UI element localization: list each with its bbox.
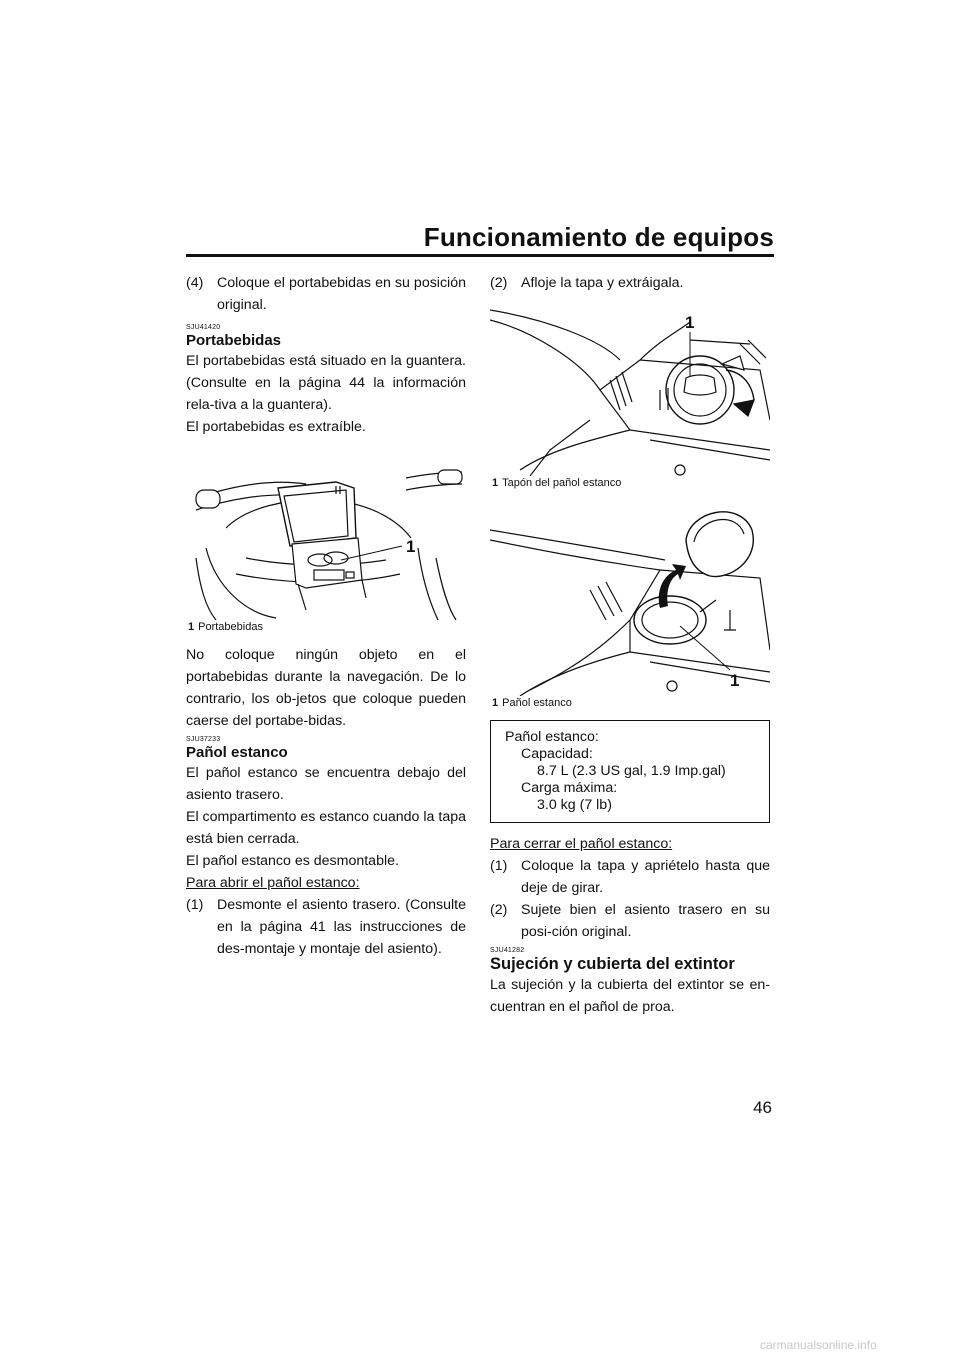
left-column	[186, 272, 466, 960]
cap-removal-illustration	[490, 300, 770, 476]
paragraph: El compartimento es estanco cuando la tapa está bien cerrada.	[186, 809, 466, 847]
caption-number: 1	[492, 697, 499, 709]
spec-capacity-label: Capacidad:	[521, 746, 593, 762]
page-number: 46	[753, 1098, 772, 1117]
section-code: SJU37233	[186, 736, 221, 743]
step-text: Desmonte el asiento trasero. (Consulte en la página 41 las instrucciones de des-montaje y montaje del asiento).	[217, 897, 466, 957]
paragraph: El pañol estanco es desmontable.	[186, 853, 399, 869]
spec-max-load-label: Carga máxima:	[521, 780, 618, 796]
open-step-2	[490, 272, 770, 294]
paragraph: La sujeción y la cubierta del extintor se en-cuentran en el pañol de proa.	[490, 977, 770, 1015]
specification-box	[490, 720, 770, 823]
caption-number: 1	[188, 621, 195, 633]
step-text: Coloque el portabebidas en su posición original.	[217, 275, 466, 313]
paragraph: El portabebidas está situado en la guantera. (Consulte en la página 44 la información rela-tiva a la guantera).	[186, 353, 466, 413]
close-step-2	[490, 899, 770, 943]
subheading-close: Para cerrar el pañol estanco:	[490, 836, 673, 852]
figure-cup-holder	[186, 448, 466, 634]
step-text: Afloje la tapa y extráigala.	[521, 275, 684, 291]
spec-title: Pañol estanco:	[505, 729, 599, 745]
figure-compartment	[490, 500, 770, 710]
watermark: carmanualsonline.info	[760, 1338, 877, 1352]
caption-text: Portabebidas	[198, 621, 263, 633]
section-code: SJU41420	[186, 324, 221, 331]
figure-caption	[186, 620, 466, 634]
section-heading-extintor: Sujeción y cubierta del extintor	[490, 955, 735, 973]
right-column	[490, 272, 770, 1018]
step-text: Sujete bien el asiento trasero en su posi-ción original.	[521, 902, 770, 940]
caption-number: 1	[492, 477, 499, 489]
figure-caption	[490, 696, 770, 710]
compartment-illustration	[490, 500, 770, 696]
subheading-open: Para abrir el pañol estanco:	[186, 875, 360, 891]
title-rule	[186, 254, 774, 257]
close-step-1	[490, 855, 770, 899]
section-code: SJU41282	[490, 947, 525, 954]
spec-capacity-value: 8.7 L (2.3 US gal, 1.9 Imp.gal)	[537, 763, 726, 779]
open-step-1	[186, 894, 466, 960]
page-title: Funcionamiento de equipos	[423, 222, 774, 252]
step-number: (4)	[186, 275, 204, 291]
step-number: (2)	[490, 275, 508, 291]
paragraph: No coloque ningún objeto en el portabebidas durante la navegación. De lo contrario, los ob-jetos que coloque pueden caerse del portabe-bidas.	[186, 647, 466, 729]
figure-callout: 1	[685, 313, 695, 332]
caption-text: Tapón del pañol estanco	[502, 477, 622, 489]
step-number: (1)	[186, 897, 204, 913]
figure-callout: 1	[730, 671, 740, 690]
step-4	[186, 272, 466, 316]
step-number: (2)	[490, 902, 508, 918]
paragraph: El pañol estanco se encuentra debajo del asiento trasero.	[186, 765, 466, 803]
section-heading-panol: Pañol estanco	[186, 744, 288, 761]
section-heading-portabebidas: Portabebidas	[186, 332, 282, 349]
spec-max-load-value: 3.0 kg (7 lb)	[537, 797, 612, 813]
paragraph: El portabebidas es extraíble.	[186, 419, 366, 435]
caption-text: Pañol estanco	[502, 697, 572, 709]
figure-callout: 1	[406, 537, 416, 556]
step-number: (1)	[490, 858, 508, 874]
step-text: Coloque la tapa y apriételo hasta que deje de girar.	[521, 858, 770, 896]
figure-cap-removal	[490, 300, 770, 490]
figure-caption	[490, 476, 770, 490]
cup-holder-illustration	[186, 448, 466, 620]
